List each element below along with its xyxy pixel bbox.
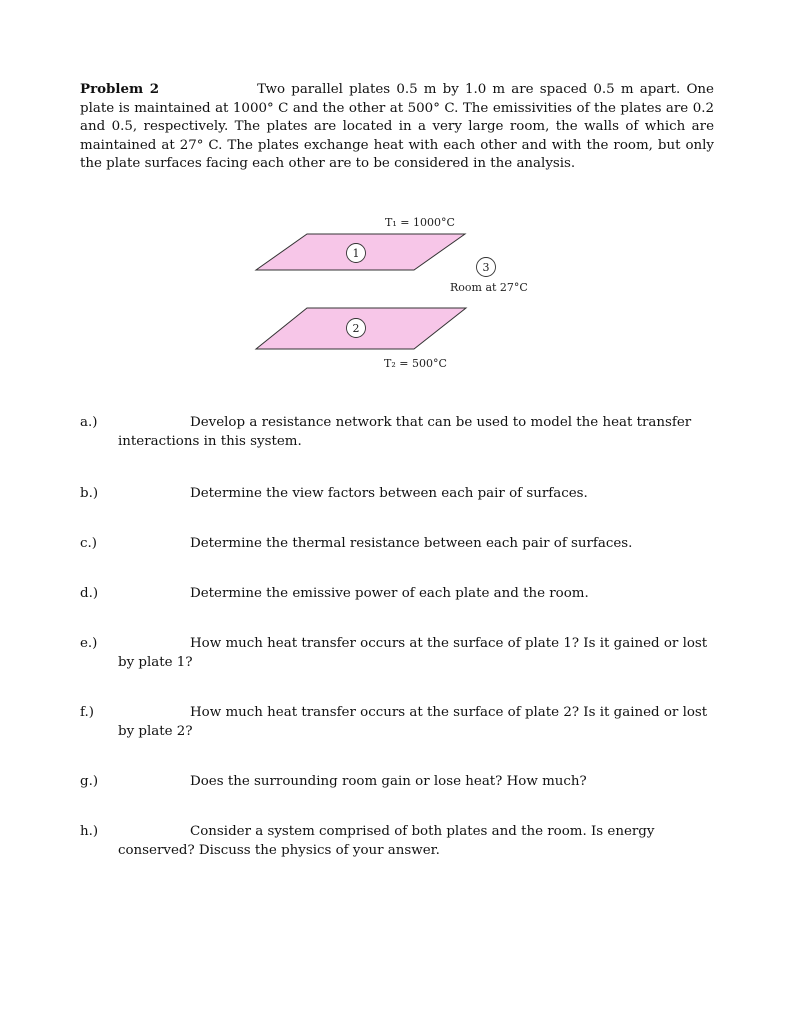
question-d: [80, 584, 714, 603]
question-label: h.): [80, 824, 99, 839]
question-text: Consider a system comprised of both plates and the room. Is energy conserved? Discuss the physics of your answer.: [118, 824, 655, 858]
question-label: f.): [80, 705, 94, 720]
question-c: [80, 534, 714, 553]
plates-svg: [250, 212, 540, 374]
surface-1-number: 1: [352, 247, 360, 260]
question-h: [80, 822, 714, 860]
question-text: How much heat transfer occurs at the surface of plate 1? Is it gained or lost by plate 1?: [118, 636, 708, 670]
question-g: [80, 772, 714, 791]
room-label: Room at 27°C: [450, 281, 528, 294]
problem-number: Problem 2: [80, 81, 160, 97]
question-label: g.): [80, 774, 99, 789]
problem-text: Two parallel plates 0.5 m by 1.0 m are spaced 0.5 m apart. One plate is maintained at 1000° C and the other at 500° C. The emissivities of the plates are 0.2 and 0.5, respectively. The plates are located in a very large room, the walls of which are maintained at 27° C. The plates exchange heat with each other and with the room, but only the plate surfaces facing each other are to be considered in the analysis.: [80, 82, 714, 171]
question-label: c.): [80, 536, 97, 551]
question-a: [80, 413, 714, 451]
surface-3-number: 3: [482, 261, 490, 274]
question-label: d.): [80, 586, 99, 601]
plates-diagram: [250, 212, 540, 374]
question-text: Determine the emissive power of each plate and the room.: [190, 586, 589, 601]
question-text: Determine the view factors between each pair of surfaces.: [190, 486, 588, 501]
t2-label: T₂ = 500°C: [384, 357, 447, 370]
problem-statement: [80, 80, 714, 174]
question-label: b.): [80, 486, 99, 501]
question-f: [80, 703, 714, 741]
question-text: How much heat transfer occurs at the surface of plate 2? Is it gained or lost by plate 2?: [118, 705, 708, 739]
question-label: a.): [80, 415, 98, 430]
question-text: Does the surrounding room gain or lose heat? How much?: [190, 774, 587, 789]
question-b: [80, 484, 714, 503]
surface-2-number: 2: [352, 322, 360, 335]
question-e: [80, 634, 714, 672]
question-text: Determine the thermal resistance between each pair of surfaces.: [190, 536, 633, 551]
t1-label: T₁ = 1000°C: [385, 216, 455, 229]
question-label: e.): [80, 636, 98, 651]
question-text: Develop a resistance network that can be used to model the heat transfer interactions in this system.: [118, 415, 692, 449]
